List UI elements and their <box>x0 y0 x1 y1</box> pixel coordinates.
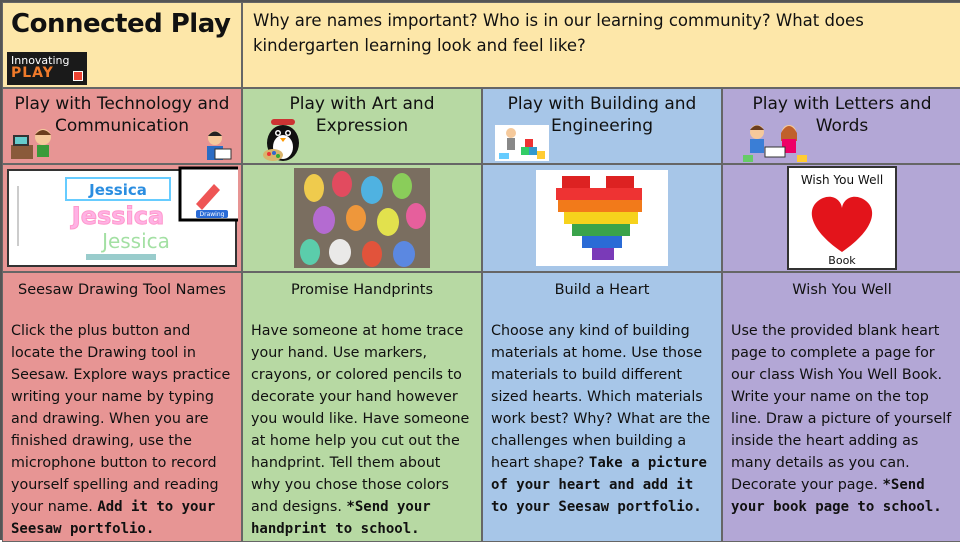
title-cell <box>2 2 242 88</box>
activity-instruction: *Send your handprint to school. <box>251 499 431 537</box>
svg-text:Wish You Well: Wish You Well <box>800 173 884 187</box>
activity-building <box>482 272 722 542</box>
activity-instruction: Take a picture of your heart and add it to your Seesaw portfolio. <box>491 455 707 515</box>
image-building <box>482 164 722 272</box>
guiding-questions: Why are names important? Who is in our learning community? What does kindergarten learning look and feel like? <box>242 2 960 88</box>
seesaw-drawing-screenshot <box>6 166 238 270</box>
activity-title: Promise Handprints <box>290 282 434 298</box>
activity-art <box>242 272 482 542</box>
heading-art: Play with Art and Expression <box>242 88 482 164</box>
svg-text:Book: Book <box>828 254 856 267</box>
image-art <box>242 164 482 272</box>
activity-technology <box>2 272 242 542</box>
activity-description: Have someone at home trace your hand. Use markers, crayons, or colored pencils to decorate your hand however you would like. Have someone at home help you cut out the handprint. Tell them about why you chose those colors and designs. <box>251 323 470 515</box>
heading-technology: Play with Technology and Communication <box>2 88 242 164</box>
heading-letters: Play with Letters and Words <box>722 88 960 164</box>
svg-text:Drawing: Drawing <box>199 211 225 218</box>
activity-description: Choose any kind of building materials at home. Use those materials to build different sized hearts. Which materials work best? Why? What are the challenges when building a heart shape? <box>491 323 711 471</box>
image-technology <box>2 164 242 272</box>
activity-title: Wish You Well <box>792 282 892 298</box>
activity-instruction: Add it to your Seesaw portfolio. <box>11 499 216 537</box>
wish-you-well-book-cover <box>787 166 897 270</box>
activity-title: Build a Heart <box>554 282 650 298</box>
innovating-play-logo: Innovating PLAY <box>7 52 87 85</box>
activity-description: Click the plus button and locate the Drawing tool in Seesaw. Explore ways practice writing your name by typing and drawing. When you are finished drawing, use the microphone button to record yourself spelling and reading your name. <box>11 323 231 515</box>
activity-letters <box>722 272 960 542</box>
image-letters <box>722 164 960 272</box>
lego-heart-photo <box>536 170 668 266</box>
svg-text:Jessica: Jessica <box>102 229 170 253</box>
logo-badge-icon <box>73 71 83 81</box>
heading-building: Play with Building and Engineering <box>482 88 722 164</box>
activity-description: Use the provided blank heart page to complete a page for our class Wish You Well Book. Write your name on the top line. Draw a picture of yourself inside the heart adding as many details as you can. Decorate your page. <box>731 323 952 493</box>
activity-title: Seesaw Drawing Tool Names <box>18 282 226 298</box>
page-title: Connected Play <box>11 9 231 39</box>
activity-instruction: *Send your book page to school. <box>731 477 942 515</box>
handprints-photo <box>294 168 430 268</box>
svg-text:Jessica: Jessica <box>89 181 147 199</box>
svg-text:Jessica: Jessica <box>71 202 165 230</box>
